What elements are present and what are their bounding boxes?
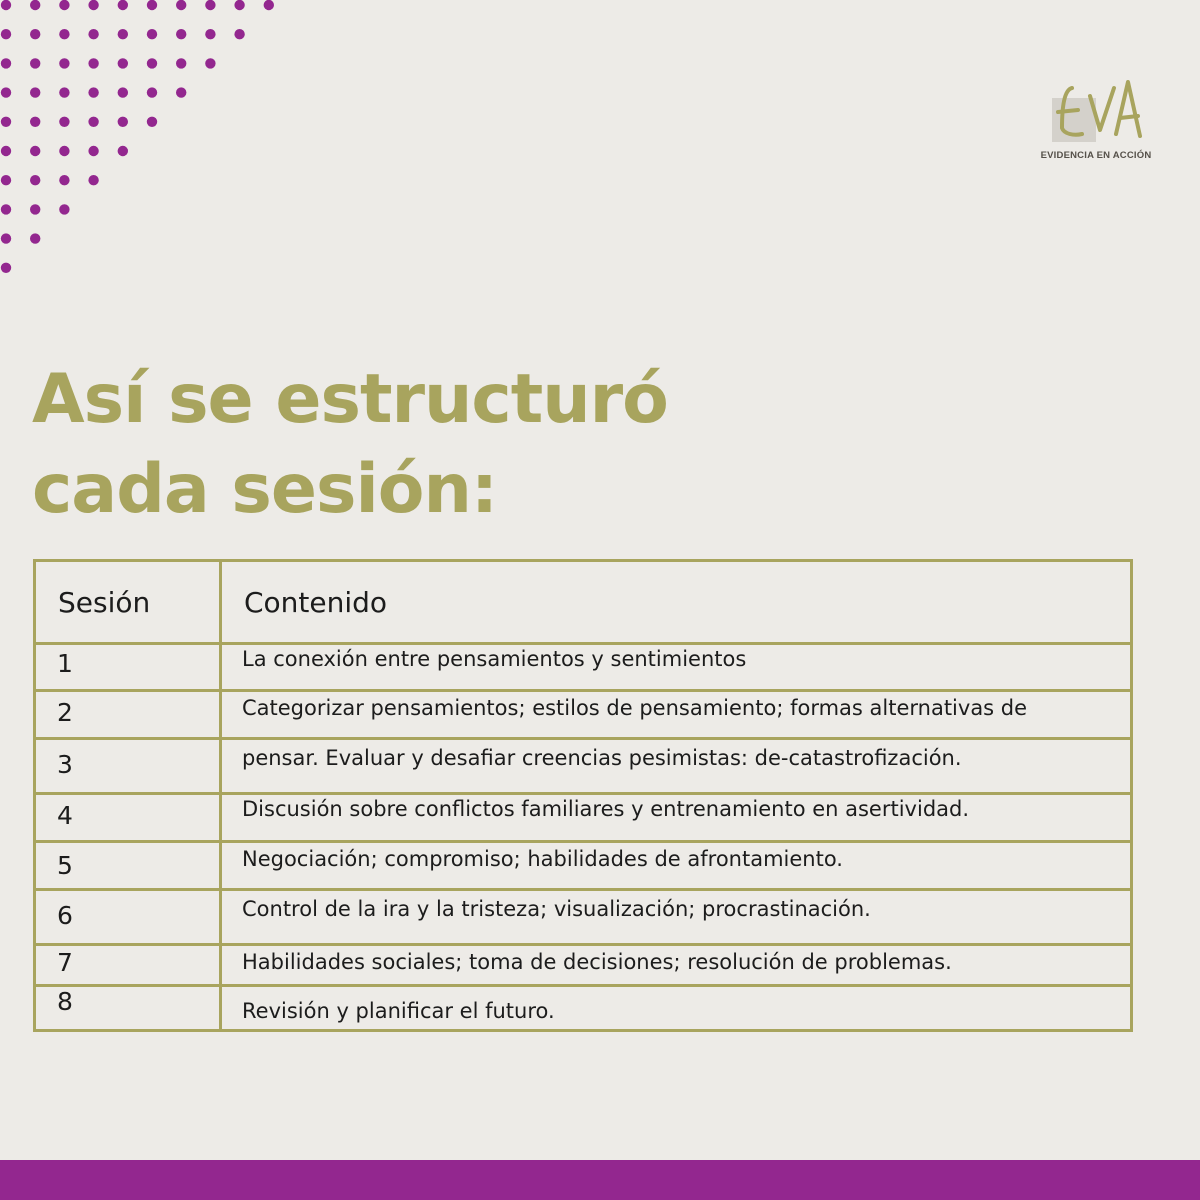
- decorative-dot: [147, 87, 157, 97]
- decorative-dot: [30, 117, 40, 127]
- decorative-dot: [1, 175, 11, 185]
- decorative-dot: [1, 204, 11, 214]
- table-row: [35, 644, 1132, 691]
- decorative-dot: [234, 29, 244, 39]
- session-number: 3: [57, 750, 73, 779]
- decorative-dot: [205, 29, 215, 39]
- decorative-dot: [30, 87, 40, 97]
- session-number: 2: [57, 698, 73, 727]
- decorative-dot: [1, 87, 11, 97]
- decorative-dot: [147, 58, 157, 68]
- table-row: [35, 890, 1132, 945]
- page-title-line-2: cada sesión:: [32, 450, 498, 529]
- table-row: [35, 739, 1132, 794]
- table-row: [35, 986, 1132, 1031]
- session-number: 6: [57, 901, 73, 930]
- session-number-cell: [35, 644, 221, 691]
- decorative-dot: [1, 233, 11, 243]
- session-content: Discusión sobre conflictos familiares y entrenamiento en asertividad.: [242, 797, 970, 821]
- decorative-dot: [205, 58, 215, 68]
- table-row: [35, 794, 1132, 842]
- decorative-dot: [30, 146, 40, 156]
- decorative-dot: [88, 29, 98, 39]
- decorative-dot: [1, 0, 11, 10]
- session-content-cell: [221, 986, 1132, 1031]
- session-content: Revisión y planificar el futuro.: [242, 999, 555, 1023]
- session-content-cell: [221, 890, 1132, 945]
- decorative-dot: [30, 204, 40, 214]
- decorative-dot: [59, 58, 69, 68]
- sessions-table: [33, 559, 1133, 1032]
- session-content: Habilidades sociales; toma de decisiones; resolución de problemas.: [242, 950, 952, 974]
- session-number-cell: [35, 842, 221, 890]
- decorative-dot: [118, 117, 128, 127]
- session-number-cell: [35, 945, 221, 986]
- dot-pattern-decoration: [0, 0, 280, 280]
- session-content-cell: [221, 842, 1132, 890]
- decorative-dot: [59, 29, 69, 39]
- decorative-dot: [147, 0, 157, 10]
- decorative-dot: [30, 0, 40, 10]
- session-content-cell: [221, 794, 1132, 842]
- decorative-dot: [176, 58, 186, 68]
- session-content-cell: [221, 739, 1132, 794]
- decorative-dot: [88, 87, 98, 97]
- decorative-dot: [118, 58, 128, 68]
- session-content: Control de la ira y la tristeza; visualización; procrastinación.: [242, 897, 871, 921]
- decorative-dot: [30, 58, 40, 68]
- decorative-dot: [30, 233, 40, 243]
- eva-logo-mark: [1040, 78, 1152, 148]
- decorative-dot: [234, 0, 244, 10]
- decorative-dot: [59, 146, 69, 156]
- decorative-dot: [1, 263, 11, 273]
- session-number-cell: [35, 794, 221, 842]
- decorative-dot: [88, 175, 98, 185]
- decorative-dot: [176, 29, 186, 39]
- session-number: 7: [57, 948, 73, 977]
- table-row: [35, 945, 1132, 986]
- eva-logo: [1040, 78, 1152, 168]
- decorative-dot: [59, 87, 69, 97]
- page-title-line-1: Así se estructuró: [32, 360, 668, 439]
- decorative-dot: [118, 29, 128, 39]
- header-session: Sesión: [35, 561, 221, 644]
- decorative-dot: [205, 0, 215, 10]
- decorative-dot: [1, 146, 11, 156]
- decorative-dot: [1, 58, 11, 68]
- session-number-cell: [35, 691, 221, 739]
- decorative-dot: [147, 117, 157, 127]
- decorative-dot: [59, 0, 69, 10]
- session-content-cell: [221, 644, 1132, 691]
- session-number-cell: [35, 986, 221, 1031]
- decorative-dot: [88, 0, 98, 10]
- decorative-dot: [1, 117, 11, 127]
- session-content-cell: [221, 691, 1132, 739]
- decorative-dot: [264, 0, 274, 10]
- decorative-dot: [59, 117, 69, 127]
- table-header-row: [35, 561, 1132, 644]
- session-number-cell: [35, 890, 221, 945]
- decorative-dot: [118, 87, 128, 97]
- logo-tagline: EVIDENCIA EN ACCIÓN: [1040, 150, 1152, 161]
- decorative-dot: [118, 146, 128, 156]
- session-number: 8: [57, 987, 73, 1016]
- decorative-dot: [59, 175, 69, 185]
- table-row: [35, 842, 1132, 890]
- session-number: 5: [57, 851, 73, 880]
- decorative-dot: [30, 175, 40, 185]
- decorative-dot: [176, 87, 186, 97]
- decorative-dot: [1, 29, 11, 39]
- decorative-dot: [88, 117, 98, 127]
- session-number: 1: [57, 649, 73, 678]
- footer-bar: [0, 1160, 1200, 1200]
- page-title: [32, 355, 932, 535]
- decorative-dot: [88, 146, 98, 156]
- decorative-dot: [30, 29, 40, 39]
- decorative-dot: [147, 29, 157, 39]
- session-content: Categorizar pensamientos; estilos de pensamiento; formas alternativas de: [242, 696, 1028, 720]
- decorative-dot: [59, 204, 69, 214]
- decorative-dot: [176, 0, 186, 10]
- header-content: Contenido: [221, 561, 1132, 644]
- session-number: 4: [57, 801, 73, 830]
- session-content-cell: [221, 945, 1132, 986]
- session-content: Negociación; compromiso; habilidades de afrontamiento.: [242, 847, 843, 871]
- session-content: pensar. Evaluar y desafiar creencias pesimistas: de-catastrofización.: [242, 746, 962, 770]
- session-number-cell: [35, 739, 221, 794]
- session-content: La conexión entre pensamientos y sentimientos: [242, 647, 747, 671]
- decorative-dot: [88, 58, 98, 68]
- decorative-dot: [118, 0, 128, 10]
- table-row: [35, 691, 1132, 739]
